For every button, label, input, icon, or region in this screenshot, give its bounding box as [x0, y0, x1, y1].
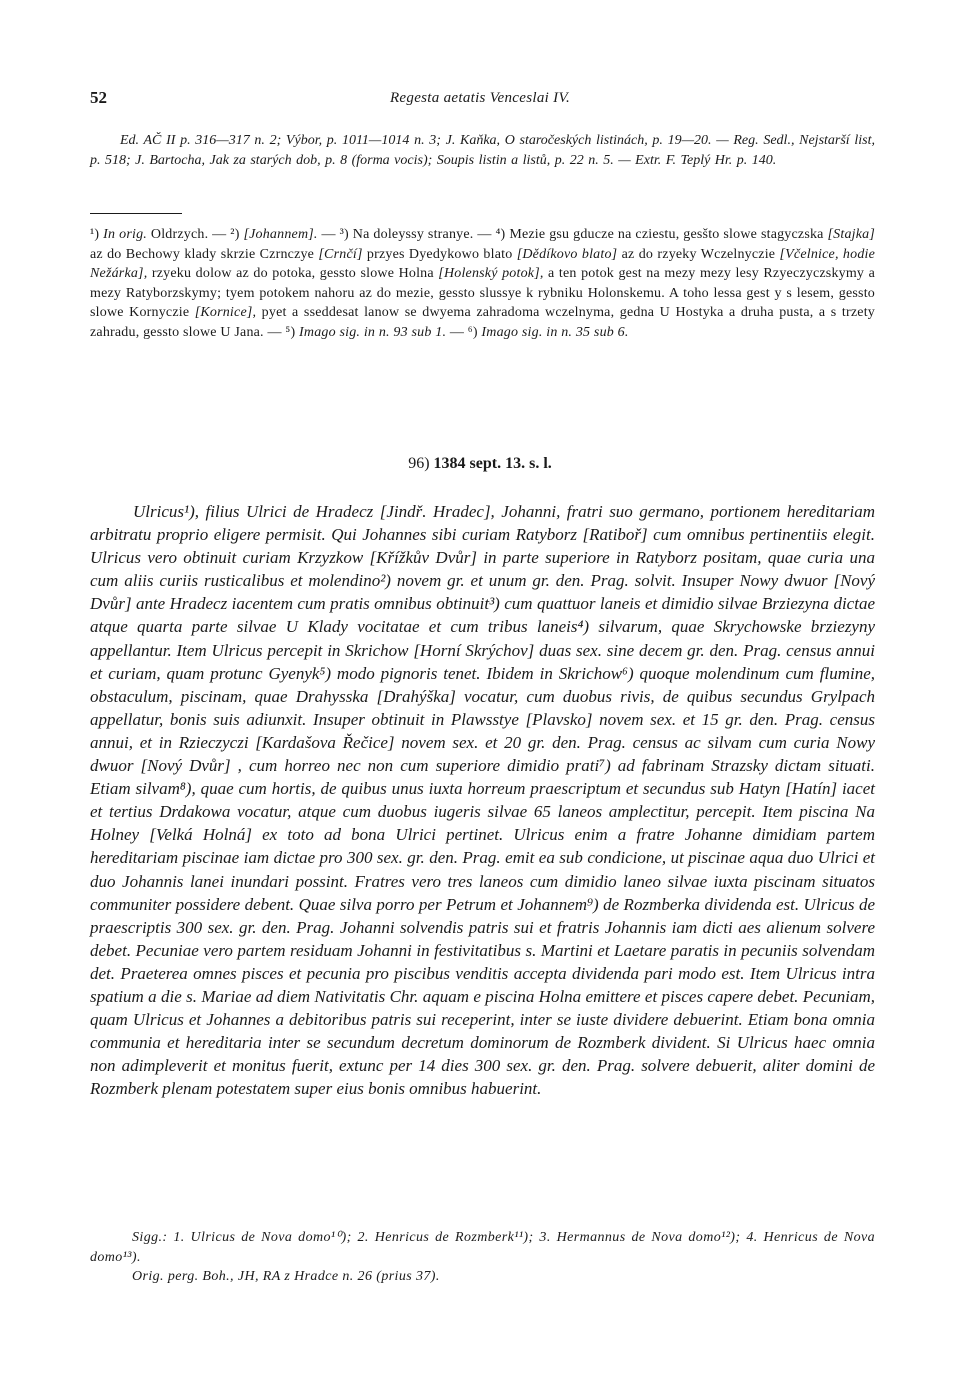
footnote-text: [Kornice], — [194, 305, 257, 320]
footnote-text: Na doleyssy stranye. — — [352, 227, 492, 242]
footnote-text: [Stajka] — [827, 227, 876, 242]
footnote-text: In orig. — [103, 227, 147, 242]
footnote-text: [Holenský potok], — [438, 266, 544, 281]
footnote-text: [Crnčí] — [318, 246, 363, 262]
footnote-text: [Včelnice, hodie Nežárka], — [90, 246, 876, 281]
footnote-text: Imago sig. in n. 93 sub 1. — [299, 324, 447, 340]
footnote-text: Oldrzych. — — [150, 227, 227, 242]
footnotes — [90, 225, 875, 342]
seals-note: Sigg.: 1. Ulricus de Nova domo¹⁰); 2. Henricus de Rozmberk¹¹); 3. Hermannus de Nova domo¹²); 4. Henricus de Nova domo¹³). — [90, 1230, 875, 1265]
footnote-text: az do rzyeky Wczelnyczie — [621, 246, 776, 262]
footnote-text: pyet a sseddesat lanow se dwyema zahradoma wczelnyma, gedna U Hostyka a druha pusta, a s trzety zahradu, gessto slowe U Jana. — — [90, 305, 875, 340]
footnote-text: przyes Dyedykowo blato — [366, 246, 513, 262]
document-heading — [0, 455, 960, 473]
footnote-text: [Johannem]. — [243, 227, 318, 242]
document-number: 96) — [408, 455, 430, 472]
footnote-mark: ⁴) — [495, 227, 506, 242]
footnote-text: [Dědíkovo blato] — [516, 246, 618, 262]
footnote-divider — [90, 213, 182, 214]
footnote-text: rzyeku dolow az do potoka, gessto slowe Holna — [151, 266, 434, 281]
running-title: Regesta aetatis Venceslai IV. — [389, 90, 571, 106]
footnote-text: a ten potok gest na mezy mezy lesy Rzyeczyczskymy a mezy Ratyborzskymy; tyem potokem nahoru az do mezie, gessto slussye k rybniku Holonskemu. A toho lessa gest y s lesem, gessto slowe Kornyczie — [90, 266, 876, 320]
page-number: 52 — [90, 88, 107, 107]
footnote-text: az do Bechowy klady skrzie Czrnczye — [90, 246, 315, 262]
document-date: 1384 sept. 13. s. l. — [433, 455, 552, 472]
footnote-mark: — ³) — [321, 227, 349, 242]
regest-body: Ulricus¹), filius Ulrici de Hradecz [Jindř. Hradec], Johanni, fratri suo germano, portionem hereditariam arbitratu proprio eligere permisit. Qui Johannes sibi curiam Ratyborz [Ratiboř] cum omnibus pertinentiis elegit. Ulricus vero obtinuit curiam Krzyzkow [Křížkův Dvůr] in parte superiore in Ratyborz positam, quae curia una cum aliis curiis rusticalibus et molendino²) novem gr. et unum gr. den. Prag. solvit. Insuper Nowy dwuor [Nový Dvůr] ante Hradecz iacentem cum pratis omnibus obtinuit³) cum quattuor laneis et dimidio silvae Brziezyna dictae atque quarta parte silvae U Klady vocitatae et cum tribus laneis⁴) silvarum, quae Skrychowske brziezyny appellantur. Item Ulricus percepit in Skrichow [Horní Skrýchov] duas sex. sine decem gr. den. Prag. census annui et curiam, quam protunc Gyenyk⁵) modo pignoris tenet. Ibidem in Skrichow⁶) quoque molendinum cum flumine, obstaculum, piscinam, quae Drahysska [Drahýška] vocatur, cum duobus rivis, de quibus secundus Grylpach appellatur, bonis suis adiunxit. Insuper obtinuit in Plawsstye [Plavsko] novem sex. et 15 gr. den. Prag. census annui, et in Rzieczyczi [Kardašova Řečice] novem sex. et 20 gr. den. Prag. census ac silvam cum curia Nowy dwuor [Nový Dvůr] , cum horreo nec non cum superiore dimidio prati⁷) ad fabrinam Strazsky dictam situati. Etiam silvam⁸), quae cum hortis, de quibus unus iuxta horreum praescriptum et secundus sub Hatyn [Hatín] iacet et tertius Drdakowa vocatur, atque cum duobus iugeris silvae 65 laneos amplectitur, percepit. Item piscina Na Holney [Velká Holná] ex toto ad bona Ulrici pertinet. Ulricus enim a fratre Johanne dimidiam partem hereditariam piscinae iam dictae pro 300 sex. gr. den. Prag. emit ea sub condicione, ut piscinae aqua duo Ulrici et duo Johannis lanei inundari possint. Fratres vero tres laneos cum dimidio laneo silvae iuxta piscinam situatos communiter possidere debent. Quae silva porro per Petrum et Johannem⁹) de Rozmberka dividenda est. Ulricus de praescriptis 300 sex. gr. den. Prag. Johanni solvendis patris sui et fratris Johannis iam dicti aes alienum solvere debet. Pecuniae vero partem residuam Johanni in festivitatibus s. Martini et Laetare paratis in pecuniis solvendam det. Praeterea omnes pisces et pecunia pro piscibus venditis accepta dividenda pari modo est. Item Ulricus intra spatium a die s. Mariae ad diem Nativitatis Chr. aquam e piscina Holna emittere et pisces capere debet. Pecuniam, quam Ulricus et Johannes a debitoribus patris sui receperint, inter se iuste dividere debuerint. Etiam bona omnia communia et hereditaria inter se secundum decretum dominorum de Rozmberk divident. Si Ulricus haec omnia non adimpleverit et monitus fuerit, extunc per 14 dies 300 sex. gr. den. Prag. solvere debuerit, aliter domini de Rozmberk plenam potestatem super eius bonis omnibus habuerint. — [90, 502, 875, 1099]
footnote-mark: — ⁶) — [449, 324, 478, 340]
footnote-mark: ²) — [230, 227, 240, 242]
footnote-text: Imago sig. in n. 35 sub 6. — [481, 324, 629, 340]
footnote-mark: ⁵) — [285, 324, 296, 340]
origin-note: Orig. perg. Boh., JH, RA z Hradce n. 26 (prius 37). — [132, 1269, 440, 1284]
footnote-mark: ¹) — [90, 227, 100, 242]
footnote-text: Mezie gsu gducze na cziestu, gesšto slowe stagyczska — [509, 227, 824, 242]
edition-note: Ed. AČ II p. 316—317 n. 2; Výbor, p. 1011—1014 n. 3; J. Kaňka, O staročeských listinách, p. 19—20. — Reg. Sedl., Nejstarší list, p. 518; J. Bartocha, Jak za starých dob, p. 8 (forma vocis); Soupis listin a listů, p. 22 n. 5. — Extr. F. Teplý Hr. p. 140. — [90, 133, 875, 168]
